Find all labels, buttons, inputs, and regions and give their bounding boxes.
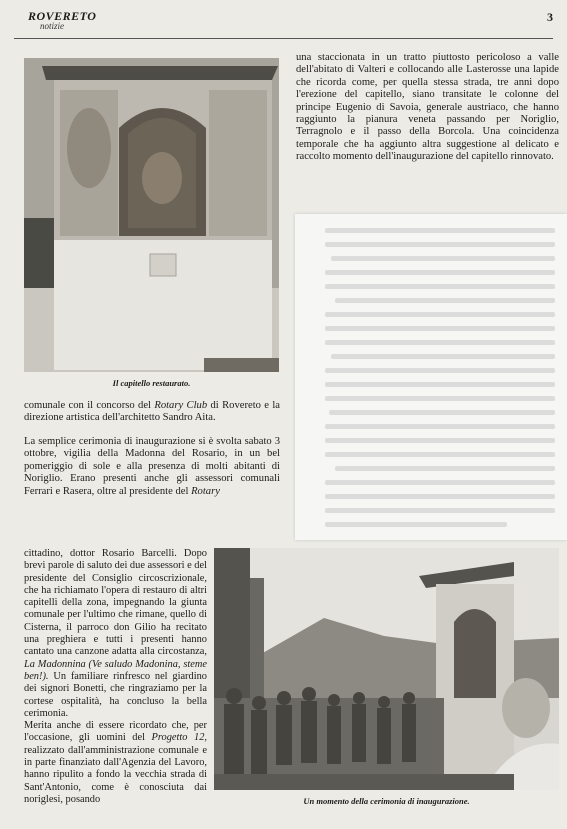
overlapping-clipping — [295, 214, 567, 540]
paragraph-2-head: La semplice cerimonia di inaugurazione si è svolta sabato 3 ottobre, vigilia della Madonna del Rosario, in un bel pomeriggio di sole e alla presenza di molti abitanti di Noriglio. Erano presenti anche gli assessori comunali Ferrari e Rasera, oltre al presidente del Rotary — [24, 436, 280, 497]
header-rule — [14, 38, 553, 39]
shrine-illustration — [24, 58, 279, 372]
caption-top-photo: Il capitello restaurato. — [112, 378, 191, 388]
right-column-text — [296, 52, 559, 164]
photo-restored-shrine — [24, 58, 279, 372]
paragraph-3: Merita anche di essere ricordato che, per l'occasione, gli uomini del Progetto 12, realizzato dall'amministrazione comunale e in parte finanziato dall'Agenzia del Lavoro, hanno ripulito a fondo la vecchia strada di Sant'Antonio, come è conosciuta dai noriglesi, posando — [24, 720, 207, 805]
left-column-main — [24, 436, 280, 498]
paragraph-1: comunale con il concorso del Rotary Club di Rovereto e la direzione artistica dell'architetto Sandro Aita. — [24, 400, 280, 424]
left-column-narrow — [24, 548, 207, 806]
right-column-paragraph: una staccionata in un tratto piuttosto pericoloso a valle dell'abitato di Valteri e collocando alle Lasterosse una lapide che ricorda come, per quella stessa strada, tre anni dopo l'erezione del capitello, siano transitate le colonne del principe Eugenio di Savoia, generale austriaco, che hanno raggiunto la pianura veneta passando per Noriglio, Terragnolo e il passo della Borcola. Una coincidenza temporale che ha aggiunto altra suggestione al delicato e raccolto momento dell'inaugurazione del capitello rinnovato. — [296, 52, 559, 163]
left-column-upper — [24, 400, 280, 425]
rotary-club-name: Rotary Club — [154, 400, 208, 411]
ceremony-illustration — [214, 548, 559, 790]
song-title: La Madonnina (Ve saludo Madonina, steme ben!). — [24, 658, 207, 682]
rotary-name: Rotary — [191, 485, 220, 497]
photo-ceremony — [214, 548, 559, 790]
logo-subtitle: notizie — [40, 21, 64, 31]
logo-title: ROVERETO — [28, 9, 97, 23]
caption-bottom-photo: Un momento della cerimonia di inaugurazione. — [303, 796, 470, 806]
masthead-logo — [28, 10, 118, 36]
paragraph-2-body: cittadino, dottor Rosario Barcelli. Dopo brevi parole di saluto dei due assessori e del presidente del Consiglio circoscrizionale, che ha richiamato l'opera di restauro di altri capitelli della zona, impegnando la giunta comunale per l'ultimo che rimane, quello di Cisterna, il parroco don Gilio ha recitato una preghiera e tutti i presenti hanno cantato una canzone adatta alla circostanza, La Madonnina (Ve saludo Madonina, steme ben!). Un familiare rinfresco nel giardino dei signori Bonetti, che ringraziamo per la cortese ospitalità, ha concluso la bella cerimonia. — [24, 548, 207, 719]
project-name: Progetto 12, — [151, 732, 207, 744]
page-number: 3 — [547, 10, 553, 24]
